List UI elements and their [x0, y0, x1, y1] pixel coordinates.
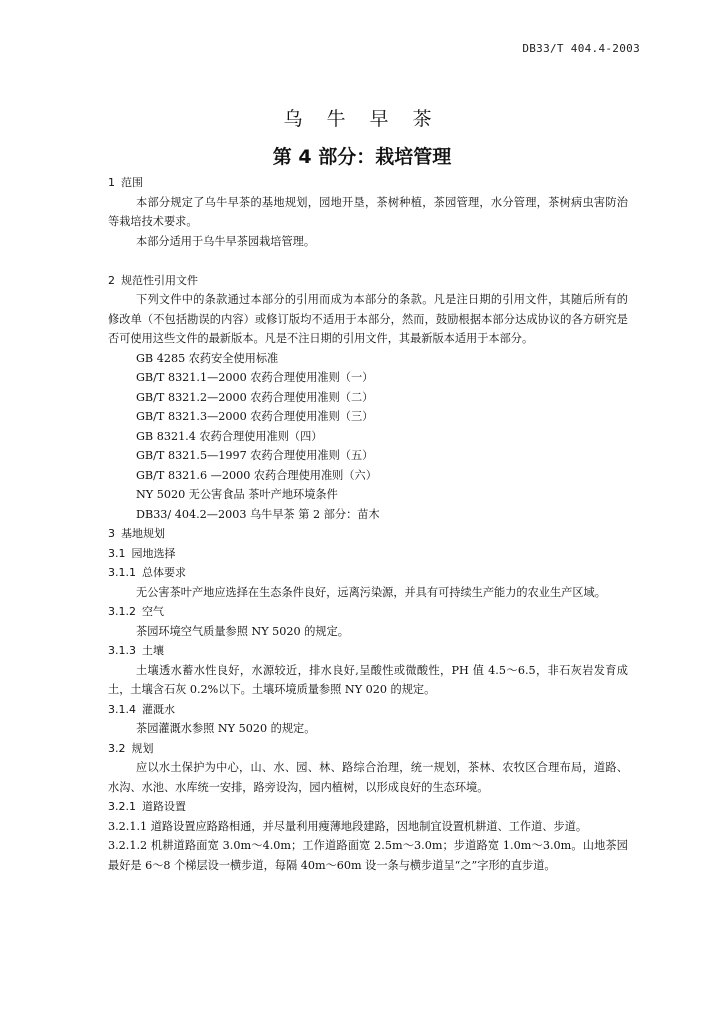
- standard-code: DB33/T 404.4-2003: [522, 42, 640, 55]
- section-title: 园地选择: [131, 546, 176, 560]
- section-heading-3-1-3: [108, 641, 628, 661]
- section-number: 3.1.2: [108, 605, 136, 618]
- section-title: 空气: [142, 605, 164, 618]
- section-title: 土壤: [142, 644, 164, 657]
- section-title: 总体要求: [142, 566, 186, 579]
- paragraph: 茶园环境空气质量参照 NY 5020 的规定。: [136, 624, 349, 638]
- paragraph: 3.2.1.1 道路设置应路路相通，并尽量利用瘦薄地段建路，因地制宜设置机耕道、工作道、步道。: [108, 819, 588, 833]
- section-title: 灌溉水: [142, 702, 175, 716]
- section-title: 道路设置: [142, 800, 186, 813]
- section-number: 2: [108, 273, 115, 287]
- section-heading-3-1-2: [108, 602, 628, 622]
- section-heading-3-1-4: [108, 700, 628, 720]
- section-heading-3-2-1: [108, 797, 628, 817]
- section-title: 规范性引用文件: [121, 273, 198, 287]
- reference-item: GB/T 8321.1—2000 农药合理使用准则（一）: [136, 371, 374, 384]
- section-heading-1: [108, 173, 628, 193]
- paragraph: 本部分适用于乌牛早茶园栽培管理。: [136, 234, 316, 248]
- reference-item: GB/T 8321.3—2000 农药合理使用准则（三）: [136, 410, 374, 423]
- document-body: [108, 173, 628, 875]
- paragraph: 应以水土保护为中心，山、水、园、林、路综合治理，统一规划，茶林、农牧区合理布局，道路、水沟、水池、水库统一安排，路旁设沟，园内植树，以形成良好的生态环境。: [108, 761, 628, 794]
- section-number: 3.1.1: [108, 566, 136, 579]
- reference-item: GB/T 8321.2—2000 农药合理使用准则（二）: [136, 390, 374, 404]
- document-subtitle: 第 4 部分：栽培管理: [272, 146, 452, 168]
- paragraph: 本部分规定了乌牛早茶的基地规划，园地开垦，茶树种植，茶园管理，水分管理，茶树病虫害防治等栽培技术要求。: [108, 195, 628, 228]
- section-number: 1: [108, 176, 115, 189]
- section-heading-3-1: [108, 544, 628, 564]
- section-heading-3-1-1: [108, 563, 628, 583]
- section-number: 3.1: [108, 546, 126, 560]
- section-number: 3: [108, 527, 115, 540]
- section-heading-2: [108, 271, 628, 291]
- paragraph: 土壤透水蓄水性良好，水源较近，排水良好,呈酸性或微酸性，PH 值 4.5～6.5，非石灰岩发育成土，土壤含石灰 0.2%以下。土壤环境质量参照 NY 020 的规定。: [108, 663, 628, 696]
- paragraph: 下列文件中的条款通过本部分的引用而成为本部分的条款。凡是注日期的引用文件，其随后所有的修改单（不包括勘误的内容）或修订版均不适用于本部分，然而，鼓励根据本部分达成协议的各方研究是否可使用这些文件的最新版本。凡是不注日期的引用文件，其最新版本适用于本部分。: [108, 293, 628, 345]
- reference-item: GB 4285 农药安全使用标准: [136, 351, 279, 365]
- section-heading-3: [108, 524, 628, 544]
- reference-item: GB/T 8321.5—1997 农药合理使用准则（五）: [136, 449, 374, 462]
- section-title: 基地规划: [121, 527, 165, 540]
- section-title: 范围: [121, 176, 143, 189]
- section-number: 3.1.4: [108, 702, 136, 716]
- section-title: 规划: [131, 741, 154, 755]
- section-heading-3-2: [108, 739, 628, 759]
- section-number: 3.2.1: [108, 800, 136, 813]
- section-number: 3.2: [108, 741, 126, 755]
- reference-item: DB33/ 404.2—2003 乌牛早茶 第 2 部分：苗木: [136, 507, 380, 521]
- reference-item: NY 5020 无公害食品 茶叶产地环境条件: [136, 488, 338, 501]
- document-title: 乌 牛 早 茶: [283, 108, 441, 130]
- paragraph: 无公害茶叶产地应选择在生态条件良好，远离污染源，并具有可持续生产能力的农业生产区域。: [136, 585, 606, 599]
- reference-item: GB/T 8321.6 —2000 农药合理使用准则（六）: [136, 468, 377, 482]
- paragraph: 3.2.1.2 机耕道路面宽 3.0m～4.0m；工作道路面宽 2.5m～3.0m；步道路宽 1.0m～3.0m。山地茶园最好是 6～8 个梯层设一横步道，每隔 40m～60m 设一条与横步道呈“之”字形的直步道。: [108, 839, 628, 872]
- paragraph: 茶园灌溉水参照 NY 5020 的规定。: [136, 722, 316, 735]
- section-number: 3.1.3: [108, 644, 136, 657]
- reference-item: GB 8321.4 农药合理使用准则（四）: [136, 429, 323, 443]
